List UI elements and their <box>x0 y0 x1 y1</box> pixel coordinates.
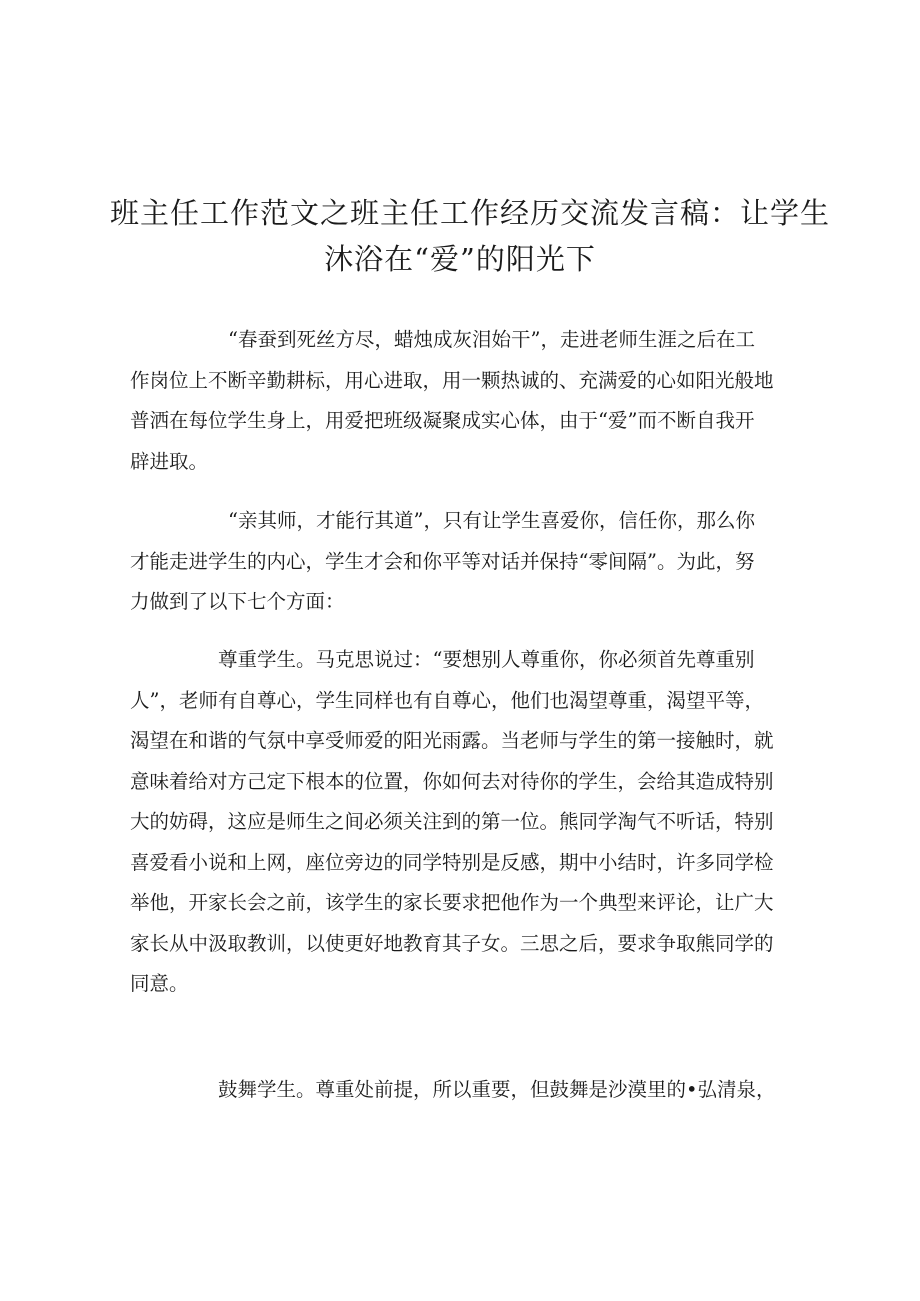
paragraph-line: 渴望在和谐的气氛中享受师爱的阳光雨露。当老师与学生的第一接触时，就 <box>130 729 774 752</box>
paragraph-line: 大的妨碍，这应是师生之间必须关注到的第一位。熊同学淘气不听话，特别 <box>130 810 774 833</box>
paragraph-line: 作岗位上不断辛勤耕标，用心进取，用一颗热诚的、充满爱的心如阳光般地 <box>130 368 774 392</box>
paragraph-line: 人”，老师有自尊心，学生同样也有自尊心，他们也渴望尊重，渴望平等， <box>130 688 764 712</box>
paragraph-line: 喜爱看小说和上网，座位旁边的同学特别是反感，期中小结时，许多同学检 <box>130 850 774 874</box>
paragraph-line: 力做到了以下七个方面： <box>130 590 345 613</box>
paragraph-line: 举他，开家长会之前，该学生的家长要求把他作为一个典型来评论，让广大 <box>130 891 774 914</box>
paragraph-intro <box>130 320 790 482</box>
paragraph-trust <box>130 501 790 623</box>
paragraph-line: 才能走进学生的内心，学生才会和你平等对话并保持“零间隔”。为此，努 <box>130 549 755 573</box>
paragraph-line: 意味着给对方己定下根本的位置，你如何去对待你的学生，会给其造成特别 <box>130 769 774 793</box>
paragraph-line: “春蚕到死丝方尽，蜡烛成灰泪始干”，走进老师生涯之后在工 <box>228 328 755 351</box>
paragraph-line: 家长从中汲取教训，以使更好地教育其子女。三思之后，要求争取熊同学的 <box>130 931 774 955</box>
paragraph-line: 尊重学生。马克思说过：“要想别人尊重你，你必须首先尊重别 <box>218 648 755 671</box>
paragraph-line: “亲其师，才能行其道”，只有让学生喜爱你，信任你，那么你 <box>228 509 755 532</box>
document-title-line-2: 沐浴在“爱”的阳光下 <box>324 242 596 276</box>
paragraph-respect <box>130 640 790 1005</box>
paragraph-line: 鼓舞学生。尊重处前提，所以重要，但鼓舞是沙漠里的•弘清泉， <box>218 1078 776 1101</box>
paragraph-line: 同意。 <box>130 972 189 995</box>
paragraph-line: 普洒在每位学生身上，用爱把班级凝聚成实心体，由于“爱”而不断自我开 <box>130 409 755 432</box>
document-title-line-1: 班主任工作范文之班主任工作经历交流发言稿：让学生 <box>110 196 831 230</box>
paragraph-line: 辟进取。 <box>130 449 209 473</box>
paragraph-encourage <box>130 1070 790 1111</box>
